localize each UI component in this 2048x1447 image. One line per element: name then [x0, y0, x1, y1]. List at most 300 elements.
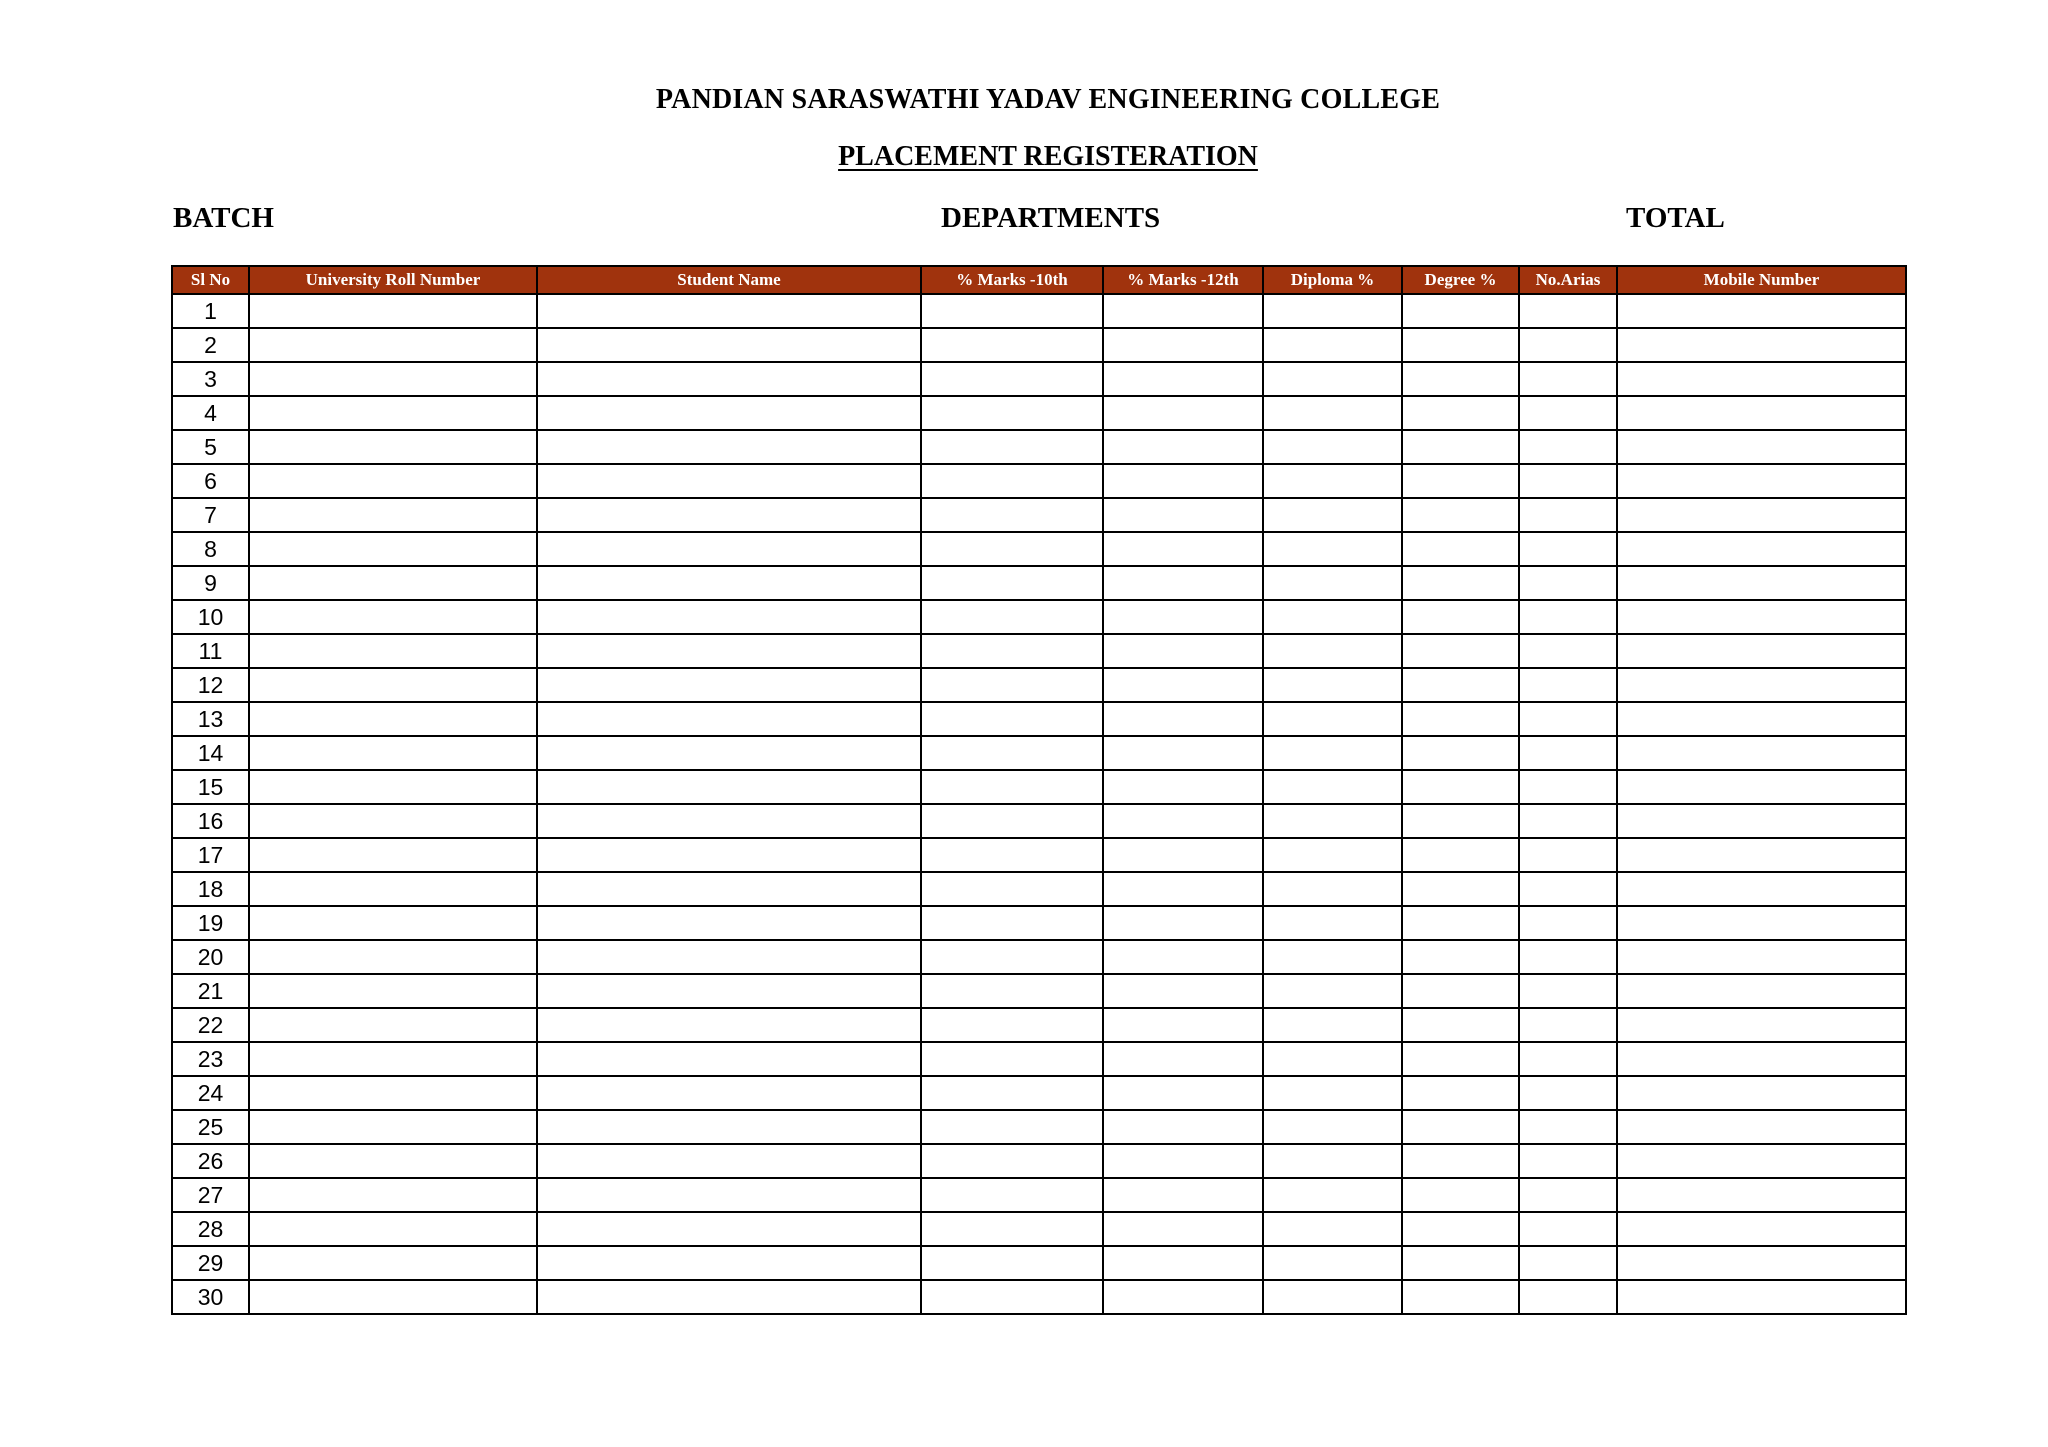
university-roll-number-cell[interactable]	[249, 1280, 537, 1314]
marks-12th-cell[interactable]	[1103, 1008, 1263, 1042]
mobile-number-cell[interactable]	[1617, 1144, 1906, 1178]
no-arias-cell[interactable]	[1519, 940, 1617, 974]
sl-no-cell: 28	[172, 1212, 249, 1246]
degree-cell[interactable]	[1402, 600, 1519, 634]
student-name-cell[interactable]	[537, 1246, 921, 1280]
college-name: PANDIAN SARASWATHI YADAV ENGINEERING COLLEGE	[655, 84, 1441, 115]
mobile-number-cell[interactable]	[1617, 430, 1906, 464]
marks-12th-cell[interactable]	[1103, 668, 1263, 702]
diploma-cell[interactable]	[1263, 634, 1402, 668]
mobile-number-cell[interactable]	[1617, 736, 1906, 770]
diploma-cell[interactable]	[1263, 804, 1402, 838]
no-arias-cell[interactable]	[1519, 430, 1617, 464]
sl-no-cell: 24	[172, 1076, 249, 1110]
table-header-row	[172, 266, 1906, 294]
sl-no-cell: 3	[172, 362, 249, 396]
degree-cell[interactable]	[1402, 736, 1519, 770]
no-arias-cell[interactable]	[1519, 294, 1617, 328]
table-row	[172, 1076, 1906, 1110]
no-arias-cell[interactable]	[1519, 498, 1617, 532]
sl-no-cell: 8	[172, 532, 249, 566]
student-name-cell[interactable]	[537, 328, 921, 362]
degree-cell[interactable]	[1402, 838, 1519, 872]
marks-12th-cell[interactable]	[1103, 1178, 1263, 1212]
mobile-number-cell[interactable]	[1617, 1212, 1906, 1246]
marks-12th-cell[interactable]	[1103, 1280, 1263, 1314]
degree-cell[interactable]	[1402, 804, 1519, 838]
student-name-cell[interactable]	[537, 1178, 921, 1212]
table-row	[172, 1178, 1906, 1212]
degree-cell[interactable]	[1402, 1076, 1519, 1110]
marks-10th-cell[interactable]	[921, 362, 1103, 396]
no-arias-cell[interactable]	[1519, 974, 1617, 1008]
university-roll-number-cell[interactable]	[249, 974, 537, 1008]
sl-no-cell: 4	[172, 396, 249, 430]
table-row	[172, 1110, 1906, 1144]
student-name-cell[interactable]	[537, 1212, 921, 1246]
mobile-number-cell[interactable]	[1617, 464, 1906, 498]
university-roll-number-cell[interactable]	[249, 1212, 537, 1246]
university-roll-number-cell[interactable]	[249, 872, 537, 906]
marks-10th-cell[interactable]	[921, 566, 1103, 600]
student-name-cell[interactable]	[537, 702, 921, 736]
university-roll-number-cell[interactable]	[249, 736, 537, 770]
student-name-cell[interactable]	[537, 838, 921, 872]
university-roll-number-cell[interactable]	[249, 702, 537, 736]
marks-10th-cell[interactable]	[921, 804, 1103, 838]
sl-no-cell: 15	[172, 770, 249, 804]
degree-cell[interactable]	[1402, 702, 1519, 736]
degree-cell[interactable]	[1402, 362, 1519, 396]
marks-10th-cell[interactable]	[921, 1246, 1103, 1280]
sl-no-cell: 5	[172, 430, 249, 464]
diploma-cell[interactable]	[1263, 1110, 1402, 1144]
no-arias-cell[interactable]	[1519, 838, 1617, 872]
student-name-cell[interactable]	[537, 770, 921, 804]
no-arias-cell[interactable]	[1519, 736, 1617, 770]
marks-10th-cell[interactable]	[921, 1144, 1103, 1178]
university-roll-number-cell[interactable]	[249, 668, 537, 702]
diploma-cell[interactable]	[1263, 1280, 1402, 1314]
degree-cell[interactable]	[1402, 634, 1519, 668]
sl-no-cell: 17	[172, 838, 249, 872]
table-row	[172, 940, 1906, 974]
student-name-cell[interactable]	[537, 940, 921, 974]
mobile-number-cell[interactable]	[1617, 1178, 1906, 1212]
diploma-cell[interactable]	[1263, 974, 1402, 1008]
university-roll-number-cell[interactable]	[249, 1008, 537, 1042]
diploma-cell[interactable]	[1263, 1076, 1402, 1110]
diploma-cell[interactable]	[1263, 362, 1402, 396]
degree-cell[interactable]	[1402, 1178, 1519, 1212]
university-roll-number-cell[interactable]	[249, 1246, 537, 1280]
university-roll-number-cell[interactable]	[249, 906, 537, 940]
student-name-cell[interactable]	[537, 498, 921, 532]
mobile-number-cell[interactable]	[1617, 362, 1906, 396]
mobile-number-cell[interactable]	[1617, 294, 1906, 328]
marks-10th-cell[interactable]	[921, 396, 1103, 430]
marks-10th-cell[interactable]	[921, 668, 1103, 702]
marks-12th-cell[interactable]	[1103, 430, 1263, 464]
diploma-cell[interactable]	[1263, 430, 1402, 464]
university-roll-number-cell[interactable]	[249, 328, 537, 362]
degree-cell[interactable]	[1402, 940, 1519, 974]
degree-cell[interactable]	[1402, 872, 1519, 906]
diploma-cell[interactable]	[1263, 872, 1402, 906]
degree-cell[interactable]	[1402, 498, 1519, 532]
university-roll-number-cell[interactable]	[249, 396, 537, 430]
diploma-cell[interactable]	[1263, 294, 1402, 328]
university-roll-number-cell[interactable]	[249, 1042, 537, 1076]
table-row	[172, 872, 1906, 906]
degree-cell[interactable]	[1402, 1110, 1519, 1144]
marks-12th-cell[interactable]	[1103, 906, 1263, 940]
no-arias-cell[interactable]	[1519, 634, 1617, 668]
student-name-cell[interactable]	[537, 464, 921, 498]
no-arias-cell[interactable]	[1519, 804, 1617, 838]
no-arias-cell[interactable]	[1519, 328, 1617, 362]
table-row	[172, 532, 1906, 566]
sl-no-cell: 7	[172, 498, 249, 532]
mobile-number-cell[interactable]	[1617, 532, 1906, 566]
student-name-cell[interactable]	[537, 804, 921, 838]
mobile-number-cell[interactable]	[1617, 566, 1906, 600]
marks-10th-cell[interactable]	[921, 1042, 1103, 1076]
mobile-number-cell[interactable]	[1617, 1110, 1906, 1144]
no-arias-cell[interactable]	[1519, 464, 1617, 498]
marks-10th-cell[interactable]	[921, 532, 1103, 566]
degree-cell[interactable]	[1402, 1042, 1519, 1076]
sl-no-cell: 9	[172, 566, 249, 600]
marks-12th-cell[interactable]	[1103, 328, 1263, 362]
sl-no-cell: 20	[172, 940, 249, 974]
marks-10th-cell[interactable]	[921, 736, 1103, 770]
mobile-number-cell[interactable]	[1617, 838, 1906, 872]
sl-no-cell: 18	[172, 872, 249, 906]
no-arias-cell[interactable]	[1519, 906, 1617, 940]
mobile-number-cell[interactable]	[1617, 906, 1906, 940]
marks-12th-cell[interactable]	[1103, 600, 1263, 634]
marks-12th-cell[interactable]	[1103, 464, 1263, 498]
marks-10th-cell[interactable]	[921, 498, 1103, 532]
university-roll-number-cell[interactable]	[249, 532, 537, 566]
degree-cell[interactable]	[1402, 1246, 1519, 1280]
university-roll-number-cell[interactable]	[249, 464, 537, 498]
marks-10th-cell[interactable]	[921, 1178, 1103, 1212]
student-name-cell[interactable]	[537, 1144, 921, 1178]
batch-label: BATCH	[173, 202, 274, 234]
degree-cell[interactable]	[1402, 1212, 1519, 1246]
marks-10th-cell[interactable]	[921, 1076, 1103, 1110]
marks-10th-cell[interactable]	[921, 600, 1103, 634]
marks-12th-cell[interactable]	[1103, 1246, 1263, 1280]
marks-10th-cell[interactable]	[921, 1280, 1103, 1314]
table-row	[172, 906, 1906, 940]
student-name-cell[interactable]	[537, 1076, 921, 1110]
no-arias-cell[interactable]	[1519, 1178, 1617, 1212]
sl-no-cell: 19	[172, 906, 249, 940]
column-header-sl-no: Sl No	[172, 266, 249, 294]
student-name-cell[interactable]	[537, 532, 921, 566]
sl-no-cell: 11	[172, 634, 249, 668]
marks-10th-cell[interactable]	[921, 872, 1103, 906]
marks-12th-cell[interactable]	[1103, 1110, 1263, 1144]
diploma-cell[interactable]	[1263, 1008, 1402, 1042]
no-arias-cell[interactable]	[1519, 566, 1617, 600]
marks-12th-cell[interactable]	[1103, 362, 1263, 396]
marks-10th-cell[interactable]	[921, 770, 1103, 804]
degree-cell[interactable]	[1402, 1144, 1519, 1178]
no-arias-cell[interactable]	[1519, 1280, 1617, 1314]
mobile-number-cell[interactable]	[1617, 1008, 1906, 1042]
diploma-cell[interactable]	[1263, 940, 1402, 974]
degree-cell[interactable]	[1402, 668, 1519, 702]
table-row	[172, 294, 1906, 328]
student-name-cell[interactable]	[537, 396, 921, 430]
mobile-number-cell[interactable]	[1617, 1042, 1906, 1076]
column-header-mobile-number: Mobile Number	[1617, 266, 1906, 294]
student-name-cell[interactable]	[537, 974, 921, 1008]
student-name-cell[interactable]	[537, 1280, 921, 1314]
no-arias-cell[interactable]	[1519, 668, 1617, 702]
registration-table	[171, 265, 1907, 1315]
mobile-number-cell[interactable]	[1617, 498, 1906, 532]
university-roll-number-cell[interactable]	[249, 600, 537, 634]
departments-label: DEPARTMENTS	[941, 202, 1161, 234]
no-arias-cell[interactable]	[1519, 1076, 1617, 1110]
marks-12th-cell[interactable]	[1103, 974, 1263, 1008]
marks-12th-cell[interactable]	[1103, 702, 1263, 736]
student-name-cell[interactable]	[537, 430, 921, 464]
sl-no-cell: 26	[172, 1144, 249, 1178]
mobile-number-cell[interactable]	[1617, 770, 1906, 804]
diploma-cell[interactable]	[1263, 838, 1402, 872]
university-roll-number-cell[interactable]	[249, 1110, 537, 1144]
table-row	[172, 974, 1906, 1008]
no-arias-cell[interactable]	[1519, 1246, 1617, 1280]
table-row	[172, 770, 1906, 804]
no-arias-cell[interactable]	[1519, 770, 1617, 804]
marks-12th-cell[interactable]	[1103, 498, 1263, 532]
degree-cell[interactable]	[1402, 328, 1519, 362]
column-header-university-roll-number: University Roll Number	[249, 266, 537, 294]
marks-12th-cell[interactable]	[1103, 1144, 1263, 1178]
degree-cell[interactable]	[1402, 464, 1519, 498]
university-roll-number-cell[interactable]	[249, 770, 537, 804]
marks-10th-cell[interactable]	[921, 1008, 1103, 1042]
table-row	[172, 362, 1906, 396]
student-name-cell[interactable]	[537, 1008, 921, 1042]
marks-10th-cell[interactable]	[921, 1212, 1103, 1246]
diploma-cell[interactable]	[1263, 702, 1402, 736]
column-header-marks-12th: % Marks -12th	[1103, 266, 1263, 294]
diploma-cell[interactable]	[1263, 328, 1402, 362]
mobile-number-cell[interactable]	[1617, 940, 1906, 974]
mobile-number-cell[interactable]	[1617, 328, 1906, 362]
mobile-number-cell[interactable]	[1617, 702, 1906, 736]
sl-no-cell: 12	[172, 668, 249, 702]
diploma-cell[interactable]	[1263, 770, 1402, 804]
marks-12th-cell[interactable]	[1103, 804, 1263, 838]
marks-10th-cell[interactable]	[921, 702, 1103, 736]
student-name-cell[interactable]	[537, 668, 921, 702]
table-row	[172, 328, 1906, 362]
degree-cell[interactable]	[1402, 974, 1519, 1008]
mobile-number-cell[interactable]	[1617, 1076, 1906, 1110]
marks-12th-cell[interactable]	[1103, 1212, 1263, 1246]
table-row	[172, 430, 1906, 464]
mobile-number-cell[interactable]	[1617, 1280, 1906, 1314]
student-name-cell[interactable]	[537, 1110, 921, 1144]
mobile-number-cell[interactable]	[1617, 600, 1906, 634]
diploma-cell[interactable]	[1263, 1246, 1402, 1280]
university-roll-number-cell[interactable]	[249, 566, 537, 600]
degree-cell[interactable]	[1402, 1008, 1519, 1042]
column-header-marks-10th: % Marks -10th	[921, 266, 1103, 294]
sl-no-cell: 1	[172, 294, 249, 328]
no-arias-cell[interactable]	[1519, 1042, 1617, 1076]
marks-12th-cell[interactable]	[1103, 1042, 1263, 1076]
table-row	[172, 804, 1906, 838]
degree-cell[interactable]	[1402, 906, 1519, 940]
marks-12th-cell[interactable]	[1103, 396, 1263, 430]
university-roll-number-cell[interactable]	[249, 1178, 537, 1212]
marks-10th-cell[interactable]	[921, 328, 1103, 362]
marks-12th-cell[interactable]	[1103, 872, 1263, 906]
marks-12th-cell[interactable]	[1103, 940, 1263, 974]
student-name-cell[interactable]	[537, 736, 921, 770]
table-row	[172, 736, 1906, 770]
degree-cell[interactable]	[1402, 532, 1519, 566]
marks-12th-cell[interactable]	[1103, 532, 1263, 566]
table-row	[172, 1008, 1906, 1042]
no-arias-cell[interactable]	[1519, 872, 1617, 906]
degree-cell[interactable]	[1402, 294, 1519, 328]
university-roll-number-cell[interactable]	[249, 430, 537, 464]
marks-10th-cell[interactable]	[921, 294, 1103, 328]
diploma-cell[interactable]	[1263, 1212, 1402, 1246]
column-header-student-name: Student Name	[537, 266, 921, 294]
table-row	[172, 1246, 1906, 1280]
degree-cell[interactable]	[1402, 430, 1519, 464]
marks-12th-cell[interactable]	[1103, 634, 1263, 668]
mobile-number-cell[interactable]	[1617, 668, 1906, 702]
diploma-cell[interactable]	[1263, 600, 1402, 634]
university-roll-number-cell[interactable]	[249, 940, 537, 974]
marks-12th-cell[interactable]	[1103, 770, 1263, 804]
university-roll-number-cell[interactable]	[249, 294, 537, 328]
student-name-cell[interactable]	[537, 634, 921, 668]
sl-no-cell: 6	[172, 464, 249, 498]
diploma-cell[interactable]	[1263, 1178, 1402, 1212]
diploma-cell[interactable]	[1263, 498, 1402, 532]
diploma-cell[interactable]	[1263, 532, 1402, 566]
mobile-number-cell[interactable]	[1617, 872, 1906, 906]
degree-cell[interactable]	[1402, 396, 1519, 430]
student-name-cell[interactable]	[537, 600, 921, 634]
no-arias-cell[interactable]	[1519, 1144, 1617, 1178]
marks-12th-cell[interactable]	[1103, 294, 1263, 328]
diploma-cell[interactable]	[1263, 396, 1402, 430]
mobile-number-cell[interactable]	[1617, 804, 1906, 838]
university-roll-number-cell[interactable]	[249, 1076, 537, 1110]
university-roll-number-cell[interactable]	[249, 498, 537, 532]
no-arias-cell[interactable]	[1519, 600, 1617, 634]
diploma-cell[interactable]	[1263, 906, 1402, 940]
table-row	[172, 464, 1906, 498]
sl-no-cell: 14	[172, 736, 249, 770]
column-header-degree: Degree %	[1402, 266, 1519, 294]
mobile-number-cell[interactable]	[1617, 634, 1906, 668]
sl-no-cell: 23	[172, 1042, 249, 1076]
degree-cell[interactable]	[1402, 770, 1519, 804]
mobile-number-cell[interactable]	[1617, 396, 1906, 430]
no-arias-cell[interactable]	[1519, 1212, 1617, 1246]
no-arias-cell[interactable]	[1519, 396, 1617, 430]
marks-10th-cell[interactable]	[921, 906, 1103, 940]
diploma-cell[interactable]	[1263, 736, 1402, 770]
sl-no-cell: 27	[172, 1178, 249, 1212]
diploma-cell[interactable]	[1263, 668, 1402, 702]
student-name-cell[interactable]	[537, 362, 921, 396]
marks-10th-cell[interactable]	[921, 1110, 1103, 1144]
table-row	[172, 702, 1906, 736]
sl-no-cell: 16	[172, 804, 249, 838]
diploma-cell[interactable]	[1263, 1144, 1402, 1178]
university-roll-number-cell[interactable]	[249, 838, 537, 872]
marks-10th-cell[interactable]	[921, 464, 1103, 498]
university-roll-number-cell[interactable]	[249, 362, 537, 396]
student-name-cell[interactable]	[537, 566, 921, 600]
marks-12th-cell[interactable]	[1103, 838, 1263, 872]
no-arias-cell[interactable]	[1519, 1008, 1617, 1042]
degree-cell[interactable]	[1402, 1280, 1519, 1314]
diploma-cell[interactable]	[1263, 1042, 1402, 1076]
marks-10th-cell[interactable]	[921, 634, 1103, 668]
no-arias-cell[interactable]	[1519, 702, 1617, 736]
mobile-number-cell[interactable]	[1617, 974, 1906, 1008]
mobile-number-cell[interactable]	[1617, 1246, 1906, 1280]
university-roll-number-cell[interactable]	[249, 634, 537, 668]
sl-no-cell: 29	[172, 1246, 249, 1280]
diploma-cell[interactable]	[1263, 566, 1402, 600]
diploma-cell[interactable]	[1263, 464, 1402, 498]
university-roll-number-cell[interactable]	[249, 1144, 537, 1178]
marks-12th-cell[interactable]	[1103, 736, 1263, 770]
student-name-cell[interactable]	[537, 294, 921, 328]
student-name-cell[interactable]	[537, 872, 921, 906]
marks-12th-cell[interactable]	[1103, 566, 1263, 600]
no-arias-cell[interactable]	[1519, 362, 1617, 396]
table-row	[172, 566, 1906, 600]
university-roll-number-cell[interactable]	[249, 804, 537, 838]
form-title: PLACEMENT REGISTERATION	[838, 141, 1258, 172]
no-arias-cell[interactable]	[1519, 532, 1617, 566]
marks-10th-cell[interactable]	[921, 974, 1103, 1008]
sl-no-cell: 25	[172, 1110, 249, 1144]
degree-cell[interactable]	[1402, 566, 1519, 600]
student-name-cell[interactable]	[537, 1042, 921, 1076]
marks-12th-cell[interactable]	[1103, 1076, 1263, 1110]
marks-10th-cell[interactable]	[921, 940, 1103, 974]
sl-no-cell: 22	[172, 1008, 249, 1042]
no-arias-cell[interactable]	[1519, 1110, 1617, 1144]
student-name-cell[interactable]	[537, 906, 921, 940]
sl-no-cell: 30	[172, 1280, 249, 1314]
total-label: TOTAL	[1626, 202, 1725, 234]
marks-10th-cell[interactable]	[921, 838, 1103, 872]
marks-10th-cell[interactable]	[921, 430, 1103, 464]
